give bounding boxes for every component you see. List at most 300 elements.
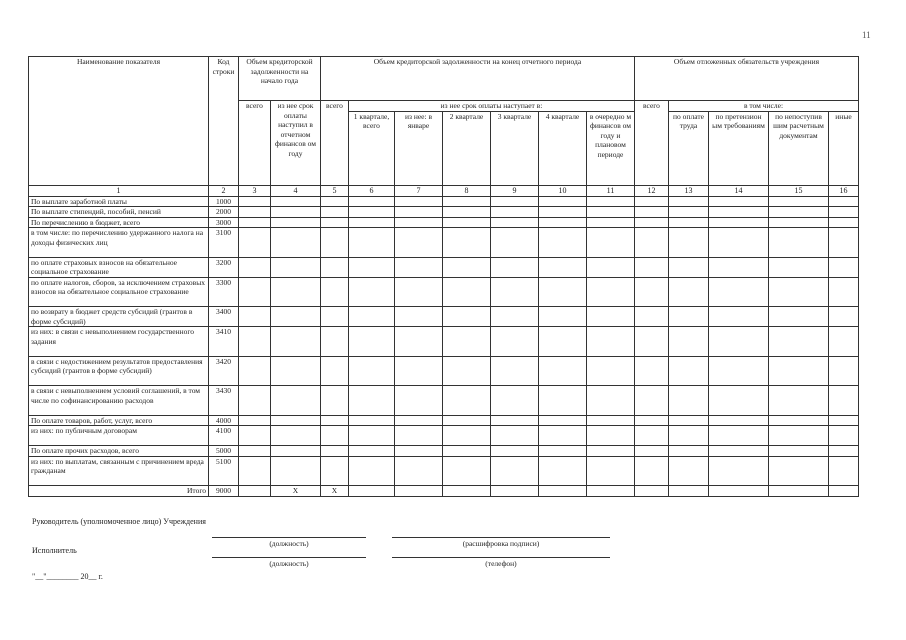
value-cell[interactable] <box>349 257 395 277</box>
value-cell[interactable] <box>669 217 709 228</box>
column-number: 1 <box>29 185 209 196</box>
row-code: 3100 <box>209 228 239 258</box>
total-cell <box>443 486 491 497</box>
row-label: из них: в связи с невыполнением государственного задания <box>29 327 209 357</box>
value-cell[interactable] <box>635 456 669 486</box>
table-row <box>29 327 859 357</box>
header-end-volume: Объем кредиторской задолженности на конец отчетного периода <box>321 57 635 101</box>
value-cell[interactable] <box>709 257 769 277</box>
value-cell[interactable] <box>395 327 443 357</box>
value-cell[interactable] <box>395 456 443 486</box>
value-cell[interactable] <box>239 277 271 307</box>
value-cell[interactable] <box>321 327 349 357</box>
value-cell[interactable] <box>669 307 709 327</box>
header-overdue: из нее срок оплаты наступил в отчетном финансов ом году <box>271 101 321 186</box>
value-cell[interactable] <box>539 386 587 416</box>
row-code: 3200 <box>209 257 239 277</box>
table-row <box>29 446 859 457</box>
header-deferred-total: всего <box>635 101 669 186</box>
value-cell[interactable] <box>635 415 669 426</box>
value-cell[interactable] <box>829 217 859 228</box>
value-cell[interactable] <box>321 446 349 457</box>
value-cell[interactable] <box>769 426 829 446</box>
value-cell[interactable] <box>539 356 587 386</box>
value-cell[interactable] <box>491 196 539 207</box>
header-incl: в том числе: <box>669 101 859 112</box>
value-cell[interactable] <box>271 356 321 386</box>
value-cell[interactable] <box>709 307 769 327</box>
value-cell[interactable] <box>239 228 271 258</box>
value-cell[interactable] <box>321 426 349 446</box>
value-cell[interactable] <box>395 207 443 218</box>
value-cell[interactable] <box>709 327 769 357</box>
value-cell[interactable] <box>709 446 769 457</box>
value-cell[interactable] <box>271 426 321 446</box>
value-cell[interactable] <box>829 426 859 446</box>
value-cell[interactable] <box>271 196 321 207</box>
value-cell[interactable] <box>587 456 635 486</box>
value-cell[interactable] <box>443 217 491 228</box>
value-cell[interactable] <box>539 196 587 207</box>
row-code: 3420 <box>209 356 239 386</box>
column-number: 12 <box>635 185 669 196</box>
table-row <box>29 386 859 416</box>
value-cell[interactable] <box>271 415 321 426</box>
value-cell[interactable] <box>395 386 443 416</box>
phone-line <box>392 557 610 558</box>
value-cell[interactable] <box>635 426 669 446</box>
value-cell[interactable] <box>539 426 587 446</box>
total-cell <box>669 486 709 497</box>
value-cell[interactable] <box>491 327 539 357</box>
header-total-end: всего <box>321 101 349 186</box>
value-cell[interactable] <box>349 228 395 258</box>
header-code: Код строки <box>209 57 239 186</box>
row-code: 3300 <box>209 277 239 307</box>
value-cell[interactable] <box>669 386 709 416</box>
value-cell[interactable] <box>539 257 587 277</box>
header-due-by: из нее срок оплаты наступает в: <box>349 101 635 112</box>
column-number: 11 <box>587 185 635 196</box>
value-cell[interactable] <box>587 217 635 228</box>
header-docs: по непоступив шим расчетным документам <box>769 111 829 185</box>
value-cell[interactable] <box>443 415 491 426</box>
value-cell[interactable] <box>239 196 271 207</box>
total-cell <box>349 486 395 497</box>
total-cell <box>829 486 859 497</box>
value-cell[interactable] <box>669 228 709 258</box>
header-name: Наименование показателя <box>29 57 209 186</box>
value-cell[interactable] <box>669 277 709 307</box>
value-cell[interactable] <box>321 456 349 486</box>
column-numbers-row <box>29 185 859 196</box>
value-cell[interactable] <box>443 228 491 258</box>
table-row <box>29 356 859 386</box>
value-cell[interactable] <box>443 456 491 486</box>
total-label: Итого <box>29 486 209 497</box>
value-cell[interactable] <box>587 426 635 446</box>
value-cell[interactable] <box>349 307 395 327</box>
header-next: в очередно м финансов ом году и плановом периоде <box>587 111 635 185</box>
value-cell[interactable] <box>539 277 587 307</box>
row-label: в том числе: по перечислению удержанного налога на доходы физических лиц <box>29 228 209 258</box>
head-title: Руководитель (уполномоченное лицо) Учреждения <box>32 517 206 526</box>
value-cell[interactable] <box>635 307 669 327</box>
column-number: 3 <box>239 185 271 196</box>
value-cell[interactable] <box>321 196 349 207</box>
row-code: 2000 <box>209 207 239 218</box>
value-cell[interactable] <box>395 217 443 228</box>
value-cell[interactable] <box>491 228 539 258</box>
value-cell[interactable] <box>635 217 669 228</box>
value-cell[interactable] <box>769 386 829 416</box>
executor-label: Исполнитель <box>32 546 77 555</box>
value-cell[interactable] <box>669 356 709 386</box>
value-cell[interactable] <box>829 277 859 307</box>
value-cell[interactable] <box>635 277 669 307</box>
column-number: 4 <box>271 185 321 196</box>
value-cell[interactable] <box>709 217 769 228</box>
value-cell[interactable] <box>769 446 829 457</box>
value-cell[interactable] <box>829 415 859 426</box>
value-cell[interactable] <box>349 426 395 446</box>
header-q2: 2 квартале <box>443 111 491 185</box>
value-cell[interactable] <box>443 207 491 218</box>
table-row <box>29 307 859 327</box>
header-labor: по оплате труда <box>669 111 709 185</box>
total-x-col5: X <box>321 486 349 497</box>
table-row <box>29 426 859 446</box>
row-code: 3400 <box>209 307 239 327</box>
value-cell[interactable] <box>587 228 635 258</box>
value-cell[interactable] <box>271 327 321 357</box>
value-cell[interactable] <box>349 207 395 218</box>
value-cell[interactable] <box>669 196 709 207</box>
position-line-2 <box>212 557 366 558</box>
value-cell[interactable] <box>587 356 635 386</box>
value-cell[interactable] <box>709 356 769 386</box>
value-cell[interactable] <box>491 426 539 446</box>
value-cell[interactable] <box>635 386 669 416</box>
row-code: 3000 <box>209 217 239 228</box>
total-cell <box>769 486 829 497</box>
value-cell[interactable] <box>271 446 321 457</box>
value-cell[interactable] <box>709 415 769 426</box>
value-cell[interactable] <box>239 446 271 457</box>
value-cell[interactable] <box>321 415 349 426</box>
row-label: из них: по публичным договорам <box>29 426 209 446</box>
value-cell[interactable] <box>635 196 669 207</box>
total-cell <box>709 486 769 497</box>
value-cell[interactable] <box>829 327 859 357</box>
value-cell[interactable] <box>395 415 443 426</box>
value-cell[interactable] <box>769 217 829 228</box>
value-cell[interactable] <box>635 446 669 457</box>
value-cell[interactable] <box>491 446 539 457</box>
value-cell[interactable] <box>271 386 321 416</box>
value-cell[interactable] <box>635 327 669 357</box>
value-cell[interactable] <box>769 327 829 357</box>
value-cell[interactable] <box>491 217 539 228</box>
value-cell[interactable] <box>709 277 769 307</box>
value-cell[interactable] <box>829 386 859 416</box>
value-cell[interactable] <box>349 327 395 357</box>
value-cell[interactable] <box>829 257 859 277</box>
value-cell[interactable] <box>239 217 271 228</box>
value-cell[interactable] <box>669 207 709 218</box>
table-row <box>29 228 859 258</box>
value-cell[interactable] <box>239 415 271 426</box>
header-deferred: Объем отложенных обязательств учреждения <box>635 57 859 101</box>
row-label: в связи с недостижением результатов предоставления субсидий (грантов в форме субсидий) <box>29 356 209 386</box>
value-cell[interactable] <box>769 228 829 258</box>
value-cell[interactable] <box>443 356 491 386</box>
column-number: 7 <box>395 185 443 196</box>
row-code: 1000 <box>209 196 239 207</box>
value-cell[interactable] <box>491 207 539 218</box>
value-cell[interactable] <box>491 257 539 277</box>
value-cell[interactable] <box>395 257 443 277</box>
value-cell[interactable] <box>239 386 271 416</box>
row-label: По оплате прочих расходов, всего <box>29 446 209 457</box>
value-cell[interactable] <box>669 426 709 446</box>
date-line: "__"________ 20__ г. <box>32 572 103 581</box>
value-cell[interactable] <box>321 228 349 258</box>
value-cell[interactable] <box>709 207 769 218</box>
value-cell[interactable] <box>769 277 829 307</box>
phone-caption: (телефон) <box>485 559 517 568</box>
value-cell[interactable] <box>587 207 635 218</box>
column-number: 10 <box>539 185 587 196</box>
value-cell[interactable] <box>709 196 769 207</box>
value-cell[interactable] <box>271 228 321 258</box>
row-code: 4100 <box>209 426 239 446</box>
value-cell[interactable] <box>349 456 395 486</box>
table-row <box>29 415 859 426</box>
page-number: 11 <box>862 30 871 40</box>
value-cell[interactable] <box>239 207 271 218</box>
header-q3: 3 квартале <box>491 111 539 185</box>
value-cell[interactable] <box>443 386 491 416</box>
value-cell[interactable] <box>669 415 709 426</box>
value-cell[interactable] <box>587 196 635 207</box>
decoding-caption: (расшифровка подписи) <box>462 539 540 548</box>
value-cell[interactable] <box>321 386 349 416</box>
row-label: По выплате стипендий, пособий, пенсий <box>29 207 209 218</box>
total-x-col4: X <box>271 486 321 497</box>
value-cell[interactable] <box>587 327 635 357</box>
value-cell[interactable] <box>349 277 395 307</box>
value-cell[interactable] <box>321 207 349 218</box>
total-cell <box>239 486 271 497</box>
value-cell[interactable] <box>239 456 271 486</box>
value-cell[interactable] <box>491 415 539 426</box>
position-caption-2: (должность) <box>269 559 309 568</box>
value-cell[interactable] <box>829 196 859 207</box>
value-cell[interactable] <box>709 386 769 416</box>
row-code: 4000 <box>209 415 239 426</box>
value-cell[interactable] <box>769 356 829 386</box>
row-label: по возврату в бюджет средств субсидий (грантов в форме субсидий) <box>29 307 209 327</box>
row-code: 5100 <box>209 456 239 486</box>
value-cell[interactable] <box>349 196 395 207</box>
table-row <box>29 196 859 207</box>
value-cell[interactable] <box>829 207 859 218</box>
value-cell[interactable] <box>709 456 769 486</box>
value-cell[interactable] <box>239 426 271 446</box>
value-cell[interactable] <box>829 456 859 486</box>
value-cell[interactable] <box>829 228 859 258</box>
value-cell[interactable] <box>491 277 539 307</box>
table-row <box>29 257 859 277</box>
value-cell[interactable] <box>239 327 271 357</box>
value-cell[interactable] <box>443 426 491 446</box>
value-cell[interactable] <box>635 356 669 386</box>
total-cell <box>635 486 669 497</box>
value-cell[interactable] <box>349 217 395 228</box>
value-cell[interactable] <box>395 277 443 307</box>
value-cell[interactable] <box>271 257 321 277</box>
row-code: 3430 <box>209 386 239 416</box>
position-line <box>212 537 366 538</box>
value-cell[interactable] <box>769 307 829 327</box>
value-cell[interactable] <box>539 415 587 426</box>
column-number: 8 <box>443 185 491 196</box>
value-cell[interactable] <box>271 207 321 218</box>
value-cell[interactable] <box>587 277 635 307</box>
column-number: 5 <box>321 185 349 196</box>
column-number: 6 <box>349 185 395 196</box>
value-cell[interactable] <box>443 446 491 457</box>
value-cell[interactable] <box>349 356 395 386</box>
value-cell[interactable] <box>271 307 321 327</box>
value-cell[interactable] <box>443 257 491 277</box>
value-cell[interactable] <box>395 356 443 386</box>
position-caption: (должность) <box>269 539 309 548</box>
value-cell[interactable] <box>709 426 769 446</box>
value-cell[interactable] <box>709 228 769 258</box>
value-cell[interactable] <box>321 307 349 327</box>
value-cell[interactable] <box>271 456 321 486</box>
value-cell[interactable] <box>769 257 829 277</box>
value-cell[interactable] <box>587 307 635 327</box>
value-cell[interactable] <box>769 196 829 207</box>
value-cell[interactable] <box>239 307 271 327</box>
table-row <box>29 207 859 218</box>
total-cell <box>587 486 635 497</box>
value-cell[interactable] <box>539 327 587 357</box>
value-cell[interactable] <box>239 257 271 277</box>
value-cell[interactable] <box>539 456 587 486</box>
value-cell[interactable] <box>491 356 539 386</box>
column-number: 9 <box>491 185 539 196</box>
value-cell[interactable] <box>443 277 491 307</box>
value-cell[interactable] <box>321 356 349 386</box>
value-cell[interactable] <box>669 456 709 486</box>
value-cell[interactable] <box>539 228 587 258</box>
value-cell[interactable] <box>635 257 669 277</box>
row-code: 5000 <box>209 446 239 457</box>
header-claims: по претензион ым требованиям <box>709 111 769 185</box>
value-cell[interactable] <box>635 228 669 258</box>
value-cell[interactable] <box>491 456 539 486</box>
header-other: иные <box>829 111 859 185</box>
value-cell[interactable] <box>271 217 321 228</box>
value-cell[interactable] <box>587 257 635 277</box>
header-start-volume: Объем кредиторской задолженности на начало года <box>239 57 321 101</box>
table-row <box>29 277 859 307</box>
value-cell[interactable] <box>829 446 859 457</box>
report-table <box>28 56 859 497</box>
value-cell[interactable] <box>239 356 271 386</box>
value-cell[interactable] <box>443 196 491 207</box>
total-cell <box>491 486 539 497</box>
column-number: 14 <box>709 185 769 196</box>
value-cell[interactable] <box>769 415 829 426</box>
column-number: 16 <box>829 185 859 196</box>
table-row <box>29 456 859 486</box>
row-code: 3410 <box>209 327 239 357</box>
value-cell[interactable] <box>443 327 491 357</box>
value-cell[interactable] <box>395 426 443 446</box>
value-cell[interactable] <box>321 217 349 228</box>
value-cell[interactable] <box>587 386 635 416</box>
value-cell[interactable] <box>271 277 321 307</box>
value-cell[interactable] <box>443 307 491 327</box>
value-cell[interactable] <box>669 327 709 357</box>
total-cell <box>539 486 587 497</box>
column-number: 2 <box>209 185 239 196</box>
value-cell[interactable] <box>539 307 587 327</box>
value-cell[interactable] <box>349 446 395 457</box>
row-label: По перечислению в бюджет, всего <box>29 217 209 228</box>
row-label: по оплате страховых взносов на обязательное социальное страхование <box>29 257 209 277</box>
value-cell[interactable] <box>539 446 587 457</box>
value-cell[interactable] <box>491 386 539 416</box>
value-cell[interactable] <box>669 446 709 457</box>
column-number: 13 <box>669 185 709 196</box>
value-cell[interactable] <box>829 307 859 327</box>
header-q4: 4 квартале <box>539 111 587 185</box>
value-cell[interactable] <box>539 217 587 228</box>
row-label: По оплате товаров, работ, услуг, всего <box>29 415 209 426</box>
value-cell[interactable] <box>769 456 829 486</box>
value-cell[interactable] <box>395 196 443 207</box>
value-cell[interactable] <box>349 415 395 426</box>
value-cell[interactable] <box>349 386 395 416</box>
total-row <box>29 486 859 497</box>
value-cell[interactable] <box>321 277 349 307</box>
header-q1: 1 квартале, всего <box>349 111 395 185</box>
value-cell[interactable] <box>321 257 349 277</box>
row-label: по оплате налогов, сборов, за исключением страховых взносов на обязательное социальное страхование <box>29 277 209 307</box>
value-cell[interactable] <box>769 207 829 218</box>
value-cell[interactable] <box>669 257 709 277</box>
value-cell[interactable] <box>587 415 635 426</box>
value-cell[interactable] <box>635 207 669 218</box>
value-cell[interactable] <box>587 446 635 457</box>
value-cell[interactable] <box>829 356 859 386</box>
row-label: из них: по выплатам, связанным с причинением вреда гражданам <box>29 456 209 486</box>
table-row <box>29 217 859 228</box>
total-cell <box>395 486 443 497</box>
value-cell[interactable] <box>395 228 443 258</box>
row-label: в связи с невыполнением условий соглашений, в том числе по софинансированию расходов <box>29 386 209 416</box>
value-cell[interactable] <box>491 307 539 327</box>
value-cell[interactable] <box>395 446 443 457</box>
value-cell[interactable] <box>539 207 587 218</box>
value-cell[interactable] <box>395 307 443 327</box>
